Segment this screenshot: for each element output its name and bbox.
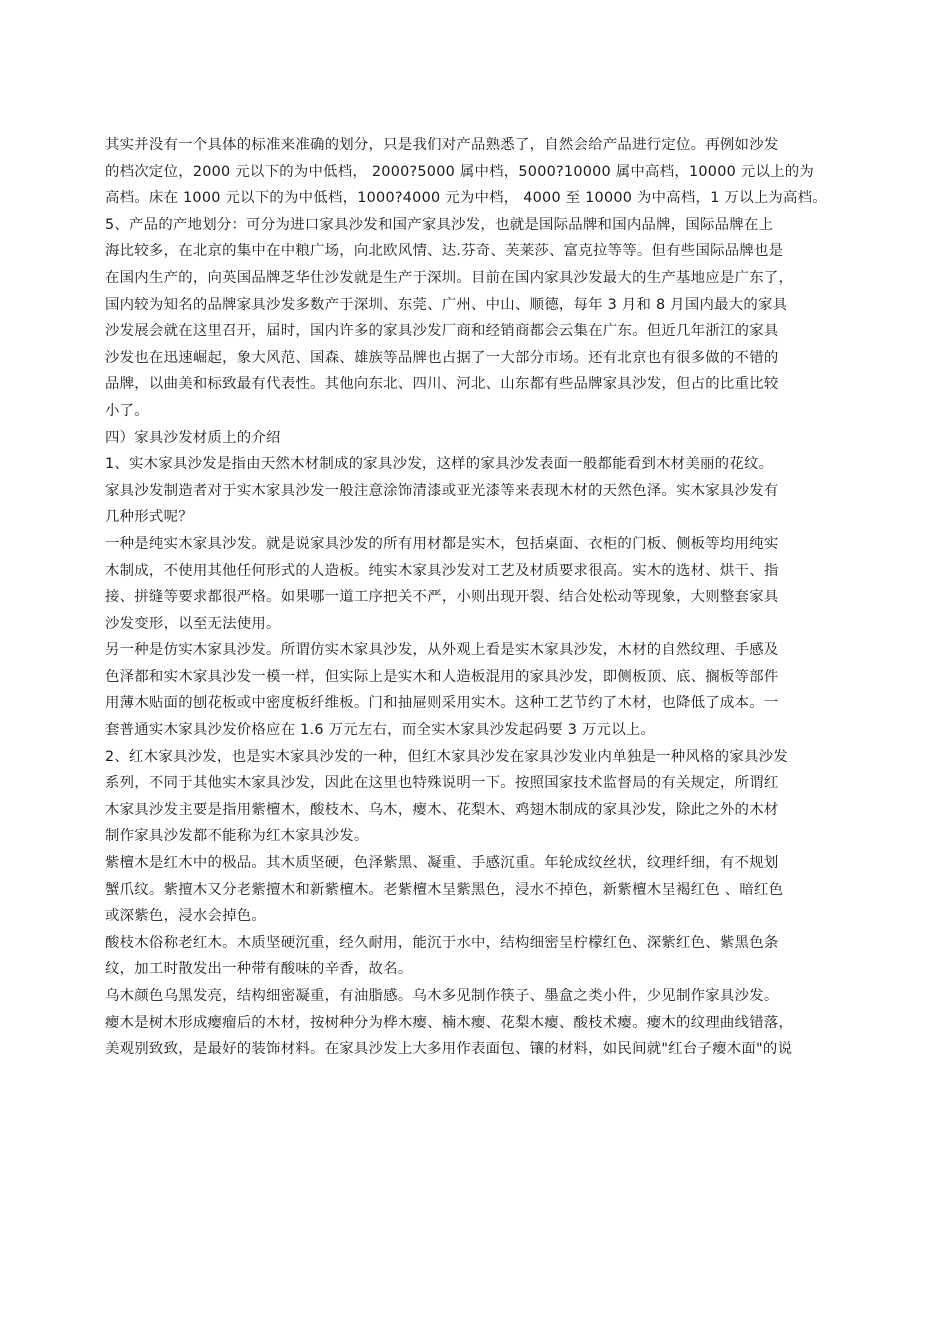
text-line: 用薄木贴面的刨花板或中密度板纤维板。门和抽屉则采用实木。这种工艺节约了木材，也降低了成本。一	[105, 695, 779, 712]
text-line: 海比较多，在北京的集中在中粮广场，向北欧风情、达.芬奇、芙莱莎、富克拉等等。但有些国际品牌也是	[105, 243, 784, 260]
text-line: 的档次定位，2000 元以下的为中低档， 2000?5000 属中档，5000?10000 属中高档，10000 元以上的为	[105, 163, 815, 180]
text-line: 蟹爪纹。紫擅木又分老紫擅木和新紫檀木。老紫檀木呈紫黑色，浸水不掉色，新紫檀木呈褐红色 、暗红色	[105, 881, 784, 898]
text-line: 接、拼缝等要求都很严格。如果哪一道工序把关不严，小则出现开裂、结合处松动等现象，大则整套家具	[105, 589, 779, 606]
text-line: 国内较为知名的品牌家具沙发多数产于深圳、东莞、广州、中山、顺德，每年 3 月和 8 月国内最大的家具	[105, 296, 788, 313]
text-line: 套普通实木家具沙发价格应在 1.6 万元左右，而全实木家具沙发起码要 3 万元以上。	[105, 722, 656, 739]
text-line: 木制成，不使用其他任何形式的人造板。纯实木家具沙发对工艺及材质要求很高。实木的选材、烘干、指	[105, 562, 779, 579]
text-line: 1、实木家具沙发是指由天然木材制成的家具沙发，这样的家具沙发表面一般都能看到木材美丽的花纹。	[105, 456, 774, 473]
text-line: 另一种是仿实木家具沙发。所谓仿实木家具沙发，从外观上看是实木家具沙发，木材的自然纹理、手感及	[105, 642, 779, 659]
text-line: 制作家具沙发都不能称为红木家具沙发。	[105, 828, 369, 845]
text-line: 沙发变形，以至无法使用。	[105, 615, 281, 632]
text-line: 系列，不同于其他实木家具沙发，因此在这里也特殊说明一下。按照国家技术监督局的有关规定，所谓红	[105, 775, 779, 792]
text-line: 紫檀木是红木中的极品。其木质坚硬，色泽紫黑、凝重、手感沉重。年轮成纹丝状，纹理纤细，有不规划	[105, 855, 779, 872]
text-line: 5、产品的产地划分：可分为进口家具沙发和国产家具沙发，也就是国际品牌和国内品牌，国际品牌在上	[105, 216, 774, 233]
text-line: 几种形式呢？	[105, 509, 193, 526]
text-line: 酸枝木俗称老红木。木质坚硬沉重，经久耐用，能沉于水中，结构细密呈柠檬红色、深紫红色、紫黑色条	[105, 934, 779, 951]
text-line: 家具沙发制造者对于实木家具沙发一般注意涂饰清漆或亚光漆等来表现木材的天然色泽。实木家具沙发有	[105, 482, 779, 499]
text-line: 2、红木家具沙发，也是实木家具沙发的一种，但红木家具沙发在家具沙发业内单独是一种风格的家具沙发	[105, 748, 788, 765]
text-line: 乌木颜色乌黑发亮，结构细密凝重，有油脂感。乌木多见制作筷子、墨盒之类小件，少见制作家具沙发。	[105, 988, 779, 1004]
text-line	[105, 1089, 850, 1116]
text-line: 沙发展会就在这里召开，届时，国内许多的家具沙发厂商和经销商都会云集在广东。但近几年浙江的家具	[105, 323, 779, 340]
text-line: 高档。床在 1000 元以下的为中低档，1000?4000 元为中档， 4000 至 10000 为中高档，1 万以上为高档。	[105, 190, 827, 207]
text-line: 小了。	[105, 402, 149, 419]
text-line: 纹，加工时散发出一种带有酸味的辛香，故名。	[105, 961, 413, 978]
text-line: 或深紫色，浸水会掉色。	[105, 908, 267, 925]
text-line: 木家具沙发主要是指用紫檀木，酸枝木、乌木，瘿木、花梨木、鸡翅木制成的家具沙发，除此之外的木材	[105, 801, 779, 818]
text-line: 其实并没有一个具体的标准来准确的划分，只是我们对产品熟悉了，自然会给产品进行定位。再例如沙发	[105, 137, 779, 153]
section-heading: 四）家具沙发材质上的介绍	[105, 429, 281, 446]
body-text	[105, 132, 850, 1116]
text-line: 瘿木是树木形成瘿瘤后的木材，按树种分为桦木瘿、楠木瘿、花梨木瘿、酸枝术瘿。瘿木的纹理曲线错落，	[105, 1014, 794, 1031]
text-line: 品牌，以曲美和标致最有代表性。其他向东北、四川、河北、山东都有些品牌家具沙发，但占的比重比较	[105, 376, 779, 393]
text-line: 在国内生产的，向英国品牌芝华仕沙发就是生产于深圳。目前在国内家具沙发最大的生产基地应是广东了，	[105, 269, 794, 286]
text-line: 一种是纯实木家具沙发。就是说家具沙发的所有用材都是实木，包括桌面、衣柜的门板、侧板等均用纯实	[105, 535, 779, 552]
text-line: 色泽都和实木家具沙发一模一样，但实际上是实木和人造板混用的家具沙发，即侧板顶、底、搁板等部件	[105, 668, 779, 685]
text-line: 美观别致致，是最好的装饰材料。在家具沙发上大多用作表面包、镶的材料，如民间就"红台子瘿木面"的说	[105, 1041, 793, 1058]
text-line: 沙发也在迅速崛起，象大风范、国森、雄族等品牌也占据了一大部分市场。还有北京也有很多做的不错的	[105, 349, 779, 366]
text-line	[105, 1063, 850, 1090]
